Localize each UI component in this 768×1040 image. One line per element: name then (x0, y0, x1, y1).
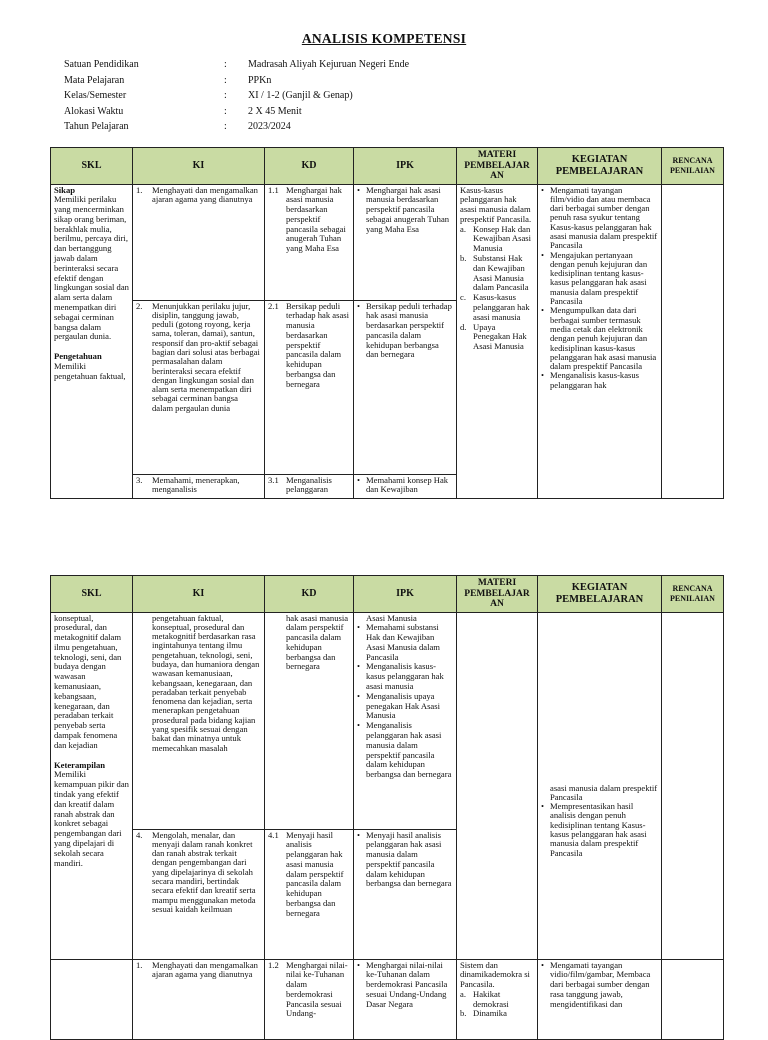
materi-letter: d. (460, 321, 467, 332)
info-colon: : (224, 90, 227, 102)
ipk-cell (354, 829, 457, 959)
rencana-cell (662, 612, 724, 959)
kd-cell (265, 300, 354, 474)
kd-text: Menghargai nilai-nilai ke-Tuhanan dalam berdemokrasi Pancasila sesuai Undang- (286, 959, 348, 1019)
info-colon: : (224, 74, 227, 86)
kegiatan-item: • Mengamati tayangan vidio/film/gambar, Membaca dari berbagai sumber dengan rasa tanggung jawab, mengidentifikasi dan (541, 961, 658, 1010)
header-ki: KI (133, 576, 265, 613)
kegiatan-item: • Mengajukan pertanyaan dengan penuh kejujuran dan kedisiplinan tentang kasus-kasus pelanggaran hak asasi manusia dalam prespektif Pancasila (541, 251, 658, 307)
kd-text: Menganalisis pelanggaran (286, 474, 332, 495)
ipk-cell (354, 474, 457, 498)
rencana-cell (662, 184, 724, 498)
ki-text: Menunjukkan perilaku jujur, disiplin, tanggung jawab, peduli (gotong royong, kerja sama, toleran, damai), santun, responsif dan pro-aktif sebagai bagian dari solusi atas berbagai permasalahan dalam berinteraksi secara efektif dengan lingkungan sosial dan alam serta menempatkan diri sebagai cerminan bangsa dalam pergaulan dunia (152, 300, 260, 413)
kegiatan-item: • Menganalisis kasus-kasus pelanggaran hak (541, 371, 658, 390)
skl-pengetahuan-title: Pengetahuan (54, 351, 102, 362)
ipk-continued: Asasi Manusia (366, 612, 417, 623)
ki-text: Memahami, menerapkan, menganalisis (152, 474, 240, 495)
skl-sikap-title: Sikap (54, 184, 76, 195)
ki-number: 4. (136, 829, 143, 840)
materi-letter: c. (460, 292, 466, 303)
header-ipk: IPK (354, 576, 457, 613)
header-skl: SKL (51, 148, 133, 185)
ki-text: Mengolah, menalar, dan menyaji dalam ranah konkret dan ranah abstrak terkait dengan pengembangan dari yang dipelajarinya di sekolah secara mandiri, bertindak secara efektif dan kreatif serta mampu menggunakan metoda sesuai kaidah keilmuan (152, 829, 256, 914)
document-title: ANALISIS KOMPETENSI (301, 31, 467, 46)
info-value: 2 X 45 Menit (248, 105, 302, 117)
kegiatan-cell (538, 184, 662, 498)
materi-cell (457, 959, 538, 1039)
header-materi: MATERI PEMBELAJAR AN (457, 576, 538, 613)
ipk-item: • Menyaji hasil analisis pelanggaran hak asasi manusia dalam perspektif pancasila dalam kehidupan berbangsa dan bernegara (357, 831, 453, 890)
skl-pengetahuan-text: Memiliki pengetahuan faktual, (54, 361, 126, 381)
kd-cell (265, 959, 354, 1039)
kd-cell (265, 829, 354, 959)
kd-cell (265, 184, 354, 300)
ipk-item: • Memahami konsep Hak dan Kewajiban (357, 476, 453, 496)
header-kd: KD (265, 576, 354, 613)
materi-item: Dinamika (473, 1008, 507, 1019)
info-value: Madrasah Aliyah Kejuruan Negeri Ende (248, 59, 410, 70)
materi-item: Konsep Hak dan Kewajiban Asasi Manusia (473, 223, 531, 254)
kd-continued: hak asasi manusia dalam perspektif pancasila dalam kehidupan berbangsa dan bernegara (286, 612, 349, 672)
materi-cell (457, 612, 538, 959)
info-label: Mata Pelajaran (64, 74, 125, 86)
ipk-item: • Bersikap peduli terhadap hak asasi manusia berdasarkan perspektif pancasila dalam kehidupan berbangsa dan bernegara (357, 302, 453, 361)
ki-number: 3. (136, 474, 143, 485)
kegiatan-item: • Mempresentasikan hasil analisis dengan penuh kedisiplinan tentang Kasus-kasus pelanggaran hak asasi manusia dalam prespektif Pancasila (541, 802, 658, 858)
table-header-row (51, 576, 724, 613)
ki-cell (133, 829, 265, 959)
materi-cell (457, 184, 538, 498)
kegiatan-item: • Mengumpulkan data dari berbagai sumber termasuk media cetak dan elektronik dengan penuh kejujuran dan kedisiplinan kasus-kasus pelanggaran hak asasi manusia dalam prespektif Pancasila (541, 306, 658, 371)
info-colon: : (224, 59, 227, 70)
info-value: XI / 1-2 (Ganjil & Genap) (248, 90, 353, 102)
header-ki: KI (133, 148, 265, 185)
ki-continued: pengetahuan faktual, konseptual, prosedural dan metakognitif berdasarkan rasa ingintahunya tentang ilmu pengetahuan, teknologi, seni, budaya, dan humaniora dengan wawasan kemanusiaan, kebangsaan, kenegaraan, dan peradaban terkait penyebab fenomena dan kejadian, serta menerapkan pengetahuan prosedural pada bidang kajian yang spesifik sesuai dengan bakat dan minatnya untuk memecahkan masalah (152, 612, 260, 753)
info-row (64, 88, 409, 104)
header-kegiatan: KEGIATAN PEMBELAJARAN (538, 576, 662, 613)
kd-number: 1.2 (268, 959, 279, 970)
info-label: Alokasi Waktu (64, 105, 124, 117)
ki-number: 1. (136, 959, 143, 970)
info-row (64, 119, 409, 135)
kd-number: 4.1 (268, 829, 279, 840)
ipk-cell (354, 959, 457, 1039)
materi-item: Upaya Penegakan Hak Asasi Manusia (473, 321, 527, 352)
header-rencana: RENCANA PENILAIAN (662, 576, 724, 613)
ki-text: Menghayati dan mengamalkan ajaran agama yang dianutnya (152, 959, 258, 980)
kd-text: Bersikap peduli terhadap hak asasi manusia berdasarkan perspektif pancasila dalam kehidupan berbangsa dan bernegara (286, 300, 349, 389)
header-kegiatan: KEGIATAN PEMBELAJARAN (538, 148, 662, 185)
info-row (64, 104, 409, 120)
document-info (64, 57, 409, 135)
ki-number: 1. (136, 184, 143, 195)
ipk-item: • Menghargai hak asasi manusia berdasarkan perspektif pancasila sebagai anugerah Tuhan yang Maha Esa (357, 186, 453, 235)
materi-letter: b. (460, 253, 467, 264)
materi-item: Kasus-kasus pelanggaran hak asasi manusia (473, 292, 530, 322)
skl-keterampilan-text: Memiliki kemampuan pikir dan tindak yang efektif dan kreatif dalam ranah abstrak dan konkret sebagai pengembangan dari yang dipelajari di sekolah secara mandiri. (54, 769, 129, 868)
ki-number: 2. (136, 300, 143, 311)
skl-sikap-text: Memiliki perilaku yang mencerminkan sikap orang beriman, berakhlak mulia, berilmu, percaya diri, dan bertanggung jawab dalam berinteraksi secara efektif dengan lingkungan sosial dan alam serta dalam menempatkan diri sebagai cerminan bangsa dalam pergaulan dunia. (54, 194, 129, 342)
kegiatan-continued: asasi manusia dalam prespektif Pancasila (550, 782, 658, 802)
kd-text: Menghargai hak asasi manusia berdasarkan perspektif pancasila sebagai anugerah Tuhan yang Maha Esa (286, 184, 346, 254)
info-label: Kelas/Semester (64, 90, 127, 102)
ipk-item: • Menganalisis pelanggaran hak asasi manusia dalam perspektif pancasila dalam kehidupan berbangsa dan bernegara (357, 721, 453, 780)
ipk-item: • Menganalisis upaya penegakan Hak Asasi Manusia (357, 692, 453, 721)
materi-letter: a. (460, 223, 466, 234)
info-row (64, 57, 409, 73)
ipk-item: • Menghargai nilai-nilai ke-Tuhanan dalam berdemokrasi Pancasila sesuai Undang-Undang Dasar Negara (357, 961, 453, 1010)
header-skl: SKL (51, 576, 133, 613)
info-value: 2023/2024 (248, 121, 291, 133)
rencana-cell (662, 959, 724, 1039)
ki-text: Menghayati dan mengamalkan ajaran agama yang dianutnya (152, 184, 258, 205)
header-rencana: RENCANA PENILAIAN (662, 148, 724, 185)
ipk-item: • Memahami substansi Hak dan Kewajiban Asasi Manusia dalam Pancasila (357, 623, 453, 662)
materi-item: Hakikat demokrasi (473, 988, 509, 1009)
materi-intro: Sistem dan dinamikademokra si Pancasila. (460, 959, 530, 990)
materi-item: Substansi Hak dan Kewajiban Asasi Manusia dalam Pancasila (473, 253, 529, 293)
ki-cell (133, 474, 265, 498)
kd-number: 3.1 (268, 474, 279, 485)
kegiatan-cell (538, 959, 662, 1039)
header-materi: MATERI PEMBELAJAR AN (457, 148, 538, 185)
info-colon: : (224, 105, 227, 117)
materi-letter: a. (460, 988, 466, 999)
kegiatan-item: • Mengamati tayangan film/vidio dan atau membaca dari berbagai sumber dengan penuh rasa syukur tentang Kasus-kasus pelanggaran hak asasi manusia dalam prespektif Pancasila (541, 186, 658, 251)
kd-number: 2.1 (268, 300, 279, 311)
table-header-row (51, 148, 724, 185)
kd-text: Menyaji hasil analisis pelanggaran hak asasi manusia dalam perspektif pancasila dalam kehidupan berbangsa dan bernegara (286, 829, 344, 918)
skl-keterampilan-title: Keterampilan (54, 759, 106, 770)
ipk-cell (354, 300, 457, 474)
kd-cell (265, 612, 354, 829)
materi-letter: b. (460, 1008, 467, 1019)
info-label: Tahun Pelajaran (64, 121, 129, 133)
header-ipk: IPK (354, 148, 457, 185)
table-row (51, 959, 724, 1039)
ki-cell (133, 959, 265, 1039)
materi-intro: Kasus-kasus pelanggaran hak asasi manusia dalam prespektif Pancasila. (460, 184, 532, 224)
header-kd: KD (265, 148, 354, 185)
ki-cell (133, 612, 265, 829)
skl-cell (51, 959, 133, 1039)
competency-table-2 (50, 575, 724, 1040)
ipk-cell (354, 612, 457, 829)
info-value: PPKn (248, 74, 272, 86)
ki-cell (133, 184, 265, 300)
kd-cell (265, 474, 354, 498)
kegiatan-cell (538, 612, 662, 959)
info-row (64, 73, 409, 89)
competency-table-1 (50, 147, 724, 499)
skl-cell (51, 184, 133, 498)
info-label: Satuan Pendidikan (64, 59, 139, 70)
ipk-cell (354, 184, 457, 300)
ipk-item: • Menganalisis kasus-kasus pelanggaran hak asasi manusia (357, 662, 453, 691)
table-row (51, 184, 724, 300)
skl-cell (51, 612, 133, 959)
info-colon: : (224, 121, 227, 133)
table-row (51, 612, 724, 829)
kd-number: 1.1 (268, 184, 279, 195)
skl-continued: konseptual, prosedural, dan metakognitif dalam ilmu pengetahuan, teknologi, seni, dan budaya dengan wawasan kemanusiaan, kebangsaan, kenegaraan, dan peradaban terkait penyebab serta dampak fenomena dan kejadian (54, 612, 122, 750)
ki-cell (133, 300, 265, 474)
